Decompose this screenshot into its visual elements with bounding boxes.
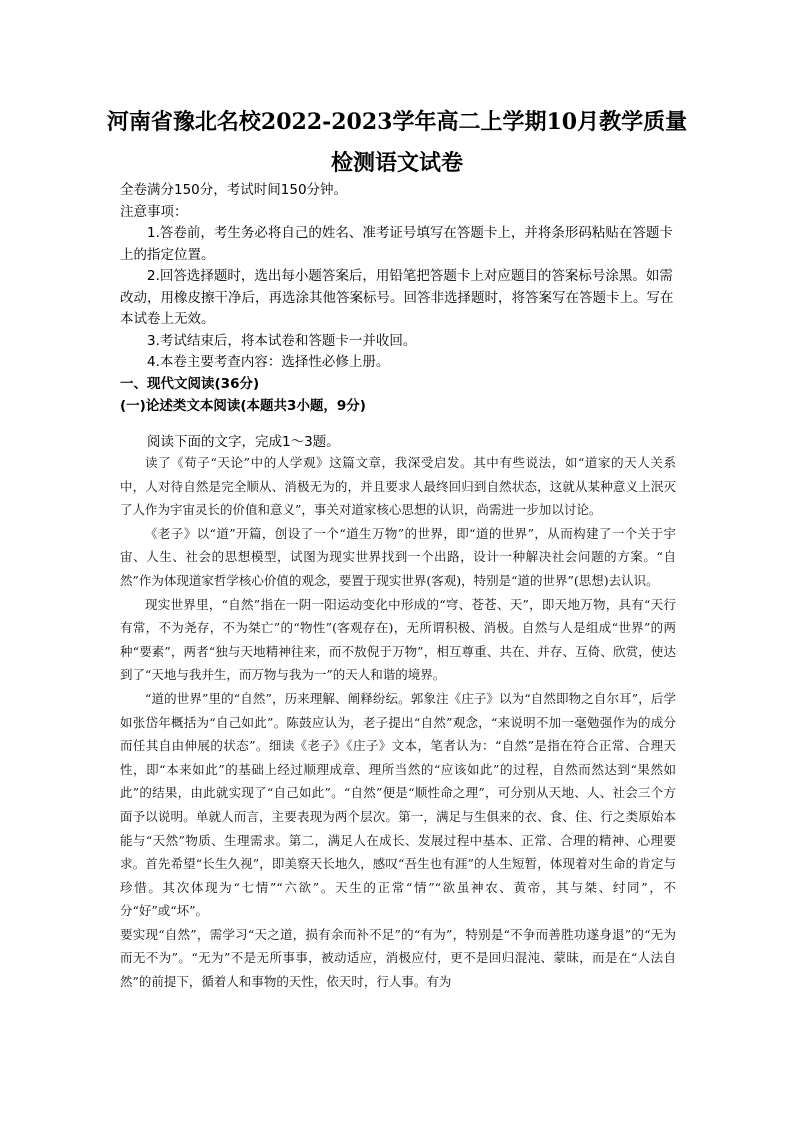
exam-instructions bbox=[120, 180, 676, 453]
document-title-line-2: 检测语文试卷 bbox=[330, 150, 463, 176]
note-item-4: 4.本卷主要考查内容：选择性必修上册。 bbox=[147, 354, 390, 370]
passage-paragraph-1: 读了《荀子“天论”中的人学观》这篇文章，我深受启发。其中有些说法，如“道家的天人关系中，人对待自然是完全顺从、消极无为的，并且要求人最终回归到自然状态，这就从某种意义上泯灭了人作为宇宙灵长的价值和意义”，事关对道家核心思想的认识，尚需进一步加以讨论。 bbox=[120, 455, 676, 518]
subsection-heading: (一)论述类文本阅读(本题共3小题，9分) bbox=[120, 398, 366, 414]
notes-heading: 注意事项： bbox=[120, 203, 188, 220]
reading-prompt: 阅读下面的文字，完成1～3题。 bbox=[147, 433, 340, 450]
score-note: 全卷满分150分，考试时间150分钟。 bbox=[120, 182, 348, 198]
passage-paragraph-4: “道的世界”里的“自然”，历来理解、阐释纷纭。郭象注《庄子》以为“自然即物之自尔耳”，后学如张岱年概括为“自己如此”。陈鼓应认为，老子提出“自然”观念，“来说明不加一毫勉强作为的成分而任其自由伸展的状态”。细读《老子》《庄子》文本，笔者认为：“自然”是指在符合正常、合理天性，即“本来如此”的基础上经过顺理成章、理所当然的“应该如此”的过程，自然而然达到“果然如此”的结果，由此就实现了“自己如此”。“自然”便是“顺性命之理”，可分别从天地、人、社会三个方面予以说明。单就人而言，主要表现为两个层次。第一，满足与生俱来的衣、食、住、行之类原始本能与“天然”物质、生理需求。第二，满足人在成长、发展过程中基本、正常、合理的精神、心理要求。首先希望“长生久视”，即美察天长地久，感叹“吾生也有涯”的人生短暂，体现着对生命的肯定与珍惜。其次体现为“七情”“六欲”。天生的正常“情”“欲虽神农、黄帝，其与桀、纣同”，不分“好”或“坏”。 bbox=[120, 690, 676, 919]
passage-paragraph-3: 现实世界里，“自然”指在一阴一阳运动变化中形成的“穹、苍苍、天”，即天地万物，具有“天行有常，不为尧存，不为桀亡”的“物性”(客观存在)，无所谓积极、消极。自然与人是组成“世界”的两种“要素”，两者“独与天地精神往来，而不敖倪于万物”，相互尊重、共在、并存、互倚、欣赏，使达到了“天地与我并生，而万物与我为一”的天人和谐的境界。 bbox=[120, 596, 676, 683]
passage-paragraph-2: 《老子》以“道”开篇，创设了一个“道生万物”的世界，即“道的世界”，从而构建了一个关于宇宙、人生、社会的思想模型，试图为现实世界找到一个出路，设计一种解决社会问题的方案。“自然”作为体现道家哲学核心价值的观念，要置于现实世界(客观)，特别是“道的世界”(思想)去认识。 bbox=[120, 525, 676, 588]
passage-paragraph-5: 要实现“自然”，需学习“天之道，损有余而补不足”的“有为”，特别是“不争而善胜功遂身退”的“无为而无不为”。“无为”不是无所事事，被动适应，消极应付，更不是回归混沌、蒙昧，而是在“人法自然”的前提下，循着人和事物的天性，依天时，行人事。有为 bbox=[120, 926, 676, 990]
note-item-3: 3.考试结束后，将本试卷和答题卡一并收回。 bbox=[147, 332, 417, 349]
reading-passage bbox=[120, 451, 676, 994]
section-heading: 一、现代文阅读(36分) bbox=[120, 375, 260, 392]
document-title-line-1: 河南省豫北名校2022-2023学年高二上学期10月教学质量 bbox=[106, 109, 688, 135]
note-item-1: 1.答卷前，考生务必将自己的姓名、准考证号填写在答题卡上，并将条形码粘贴在答题卡上的指定位置。 bbox=[120, 225, 673, 263]
note-item-2: 2.回答选择题时，选出每小题答案后，用铅笔把答题卡上对应题目的答案标号涂黑。如需改动，用橡皮擦干净后，再选涂其他答案标号。回答非选择题时，将答案写在答题卡上。写在本试卷上无效。 bbox=[120, 268, 674, 327]
